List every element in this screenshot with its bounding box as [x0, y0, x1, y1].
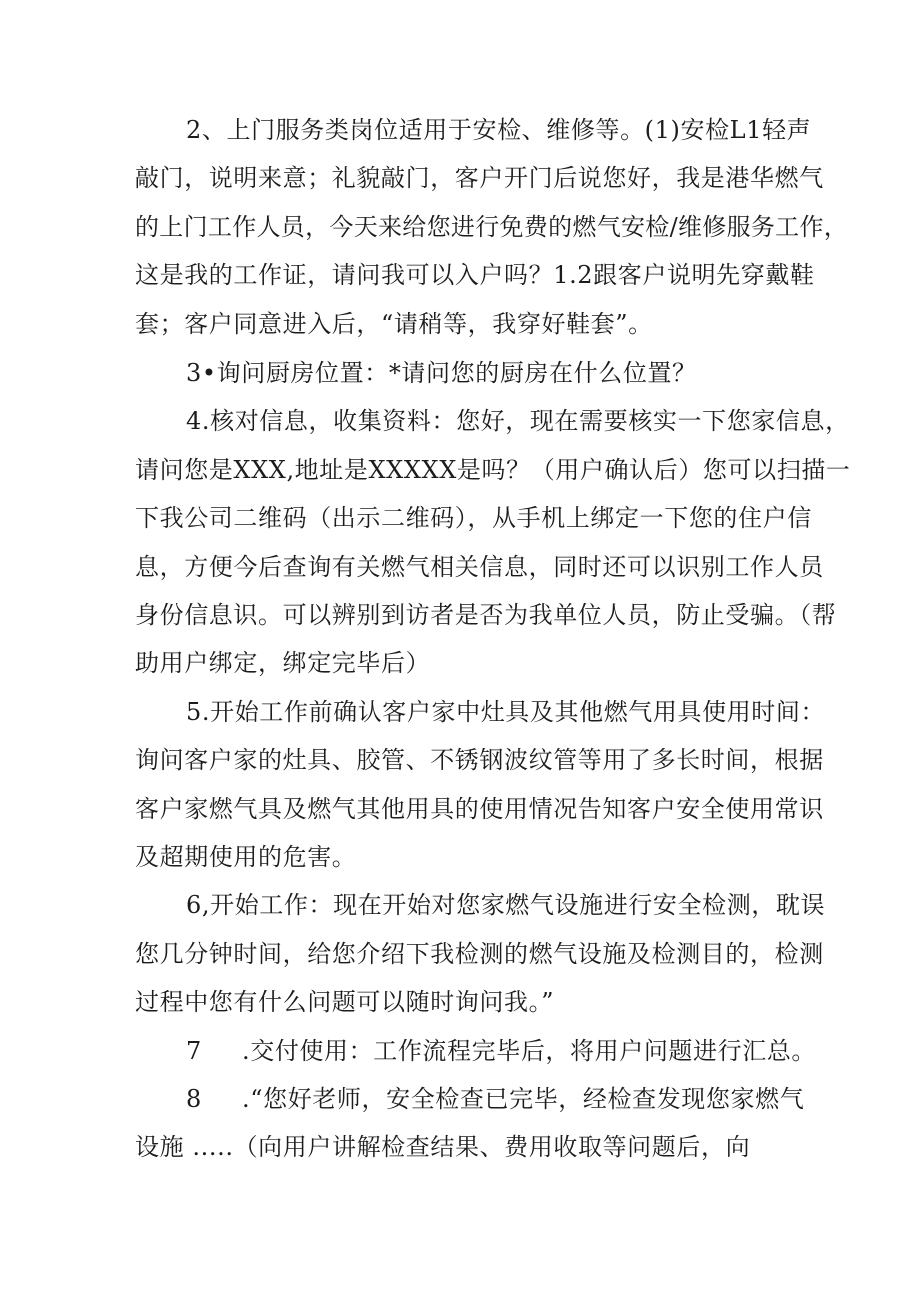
- paragraph-2-line-5: 套；客户同意进入后，“请稍等，我穿好鞋套”。: [135, 310, 653, 338]
- paragraph-6-line-1: 6,开始工作：现在开始对您家燃气设施进行安全检测，耽误: [186, 891, 826, 919]
- item-8-text: .“您好老师，安全检查已完毕，经检查发现您家燃气: [242, 1085, 805, 1113]
- paragraph-8-line-1: [186, 1081, 804, 1117]
- item-8-number: 8: [186, 1085, 202, 1113]
- paragraph-5-line-4: 及超期使用的危害。: [135, 843, 357, 871]
- paragraph-4-line-2: 请问您是XXX,地址是XXXXX是吗？（用户确认后）您可以扫描一: [135, 456, 851, 484]
- paragraph-2-line-4: 这是我的工作证，请问我可以入户吗？1.2跟客户说明先穿戴鞋: [135, 261, 815, 289]
- paragraph-2-line-1: 2、上门服务类岗位适用于安检、维修等。(1)安检L1轻声: [186, 116, 812, 144]
- paragraph-5-line-3: 客户家燃气具及燃气其他用具的使用情况告知客户安全使用常识: [135, 795, 824, 823]
- paragraph-3-line-1: 3•询问厨房位置：*请问您的厨房在什么位置？: [186, 359, 697, 387]
- paragraph-4-line-5: 身份信息识。可以辨别到访者是否为我单位人员，防止受骗。（帮: [135, 601, 837, 629]
- paragraph-4-line-4: 息，方便今后查询有关燃气相关信息，同时还可以识别工作人员: [135, 553, 824, 581]
- paragraph-4-line-6: 助用户绑定，绑定完毕后）: [135, 649, 431, 677]
- paragraph-2-line-2: 敲门，说明来意；礼貌敲门，客户开门后说您好，我是港华燃气: [135, 164, 824, 192]
- paragraph-6-line-2: 您几分钟时间，给您介绍下我检测的燃气设施及检测目的，检测: [135, 940, 824, 968]
- paragraph-6-line-3: 过程中您有什么问题可以随时询问我。”: [135, 988, 555, 1016]
- paragraph-2-line-3: 的上门工作人员，今天来给您进行免费的燃气安检/维修服务工作，: [135, 213, 849, 241]
- paragraph-4-line-1: 4.核对信息，收集资料：您好，现在需要核实一下您家信息，: [186, 407, 850, 435]
- paragraph-7: [186, 1033, 816, 1069]
- paragraph-5-line-2: 询问客户家的灶具、胶管、不锈钢波纹管等用了多长时间，根据: [135, 746, 824, 774]
- paragraph-4-line-3: 下我公司二维码（出示二维码），从手机上绑定一下您的住户信: [135, 504, 812, 532]
- item-7-number: 7: [186, 1037, 202, 1065]
- paragraph-5-line-1: 5.开始工作前确认客户家中灶具及其他燃气用具使用时间：: [186, 698, 826, 726]
- paragraph-8-line-2: 设施 .....（向用户讲解检查结果、费用收取等问题后，向: [135, 1133, 751, 1161]
- item-7-text: .交付使用：工作流程完毕后，将用户问题进行汇总。: [242, 1037, 817, 1065]
